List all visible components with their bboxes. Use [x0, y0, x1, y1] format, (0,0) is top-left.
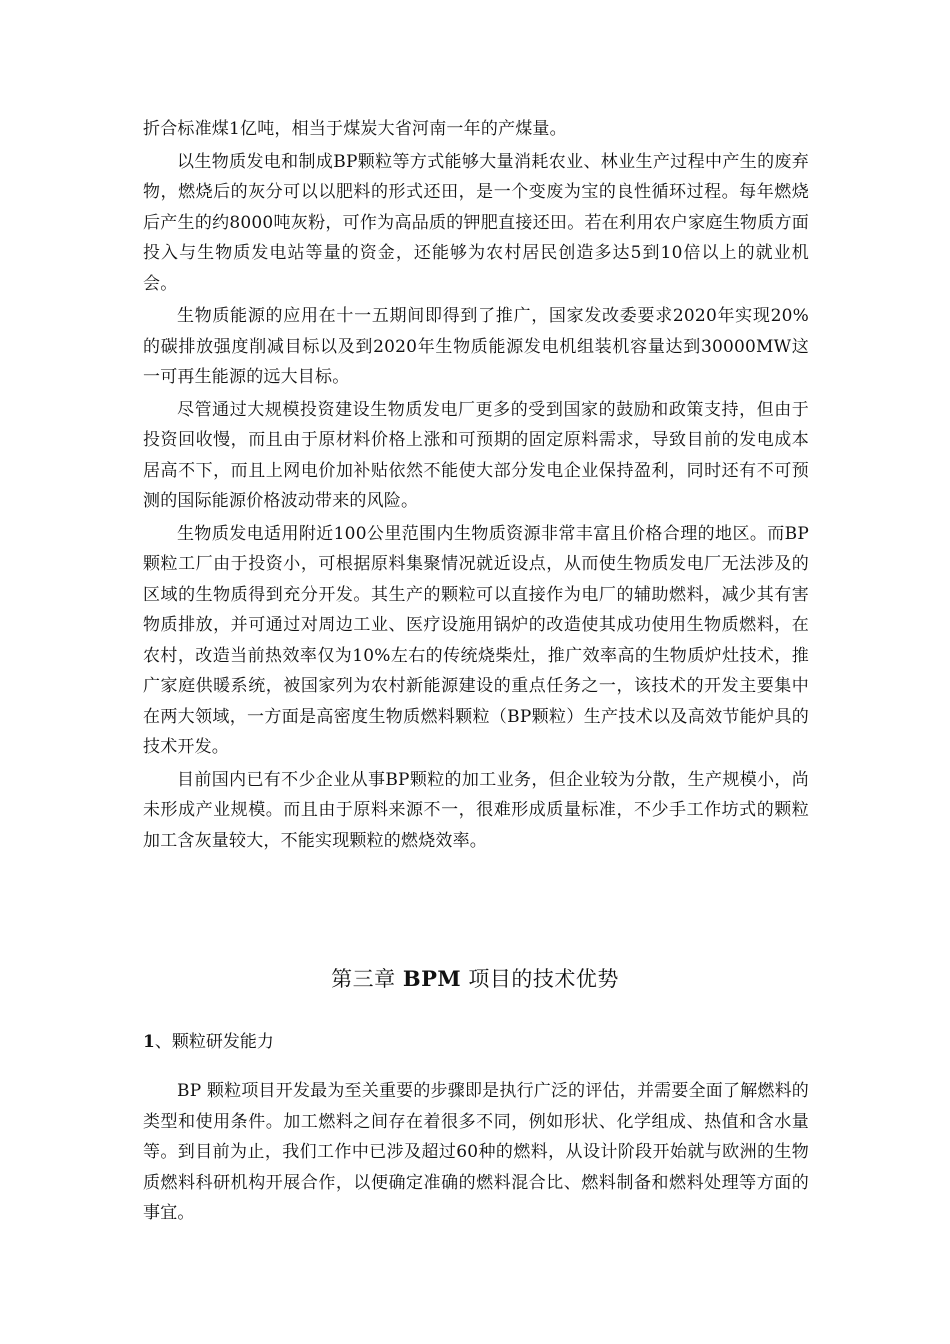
chapter-title [0, 964, 950, 994]
chapter-title-suffix: 项目的技术优势 [461, 967, 619, 991]
chapter-title-bold: BPM [402, 966, 462, 991]
body-text-bottom [143, 1076, 809, 1229]
paragraph-bp-factory: 生物质发电适用附近100公里范围内生物质资源非常丰富且价格合理的地区。而BP颗粒工厂由于投资小，可根据原料集聚情况就近设点，从而使生物质发电厂无法涉及的区域的生物质得到充分开发。其生产的颗粒可以直接作为电厂的辅助燃料，减少其有害物质排放，并可通过对周边工业、医疗设施用锅炉的改造使其成功使用生物质燃料，在农村，改造当前热效率仅为10%左右的传统烧柴灶，推广效率高的生物质炉灶技术，推广家庭供暖系统，被国家列为农村新能源建设的重点任务之一，该技术的开发主要集中在两大领域，一方面是高密度生物质燃料颗粒（BP颗粒）生产技术以及高效节能炉具的技术开发。 [143, 523, 809, 757]
paragraph-investment: 尽管通过大规模投资建设生物质发电厂更多的受到国家的鼓励和政策支持，但由于投资回收慢，而且由于原材料价格上涨和可预期的固定原料需求，导致目前的发电成本居高不下，而且上网电价加补贴依然不能使大部分发电企业保持盈利，同时还有不可预测的国际能源价格波动带来的风险。 [143, 399, 809, 511]
paragraph-continuation: 折合标准煤1亿吨，相当于煤炭大省河南一年的产煤量。 [143, 119, 567, 139]
paragraph-domestic-status: 目前国内已有不少企业从事BP颗粒的加工业务，但企业较为分散，生产规模小，尚未形成产业规模。而且由于原料来源不一，很难形成质量标准，不少手工作坊式的颗粒加工含灰量较大，不能实现颗粒的燃烧效率。 [143, 769, 809, 851]
paragraph-rd-capability: BP 颗粒项目开发最为至关重要的步骤即是执行广泛的评估，并需要全面了解燃料的类型和使用条件。加工燃料之间存在着很多不同，例如形状、化学组成、热值和含水量等。到目前为止，我们工作中已涉及超过60种的燃料，从设计阶段开始就与欧洲的生物质燃料科研机构开展合作，以便确定准确的燃料混合比、燃料制备和燃料处理等方面的事宜。 [143, 1081, 809, 1223]
section-heading [143, 1027, 274, 1057]
paragraph-energy-policy: 生物质能源的应用在十一五期间即得到了推广，国家发改委要求2020年实现20%的碳排放强度削减目标以及到2020年生物质能源发电机组装机容量达到30000MW这一可再生能源的远大目标。 [143, 306, 809, 387]
paragraph-biomass-power: 以生物质发电和制成BP颗粒等方式能够大量消耗农业、林业生产过程中产生的废弃物，燃烧后的灰分可以以肥料的形式还田，是一个变废为宝的良性循环过程。每年燃烧后产生的约8000吨灰粉，可作为高品质的钾肥直接还田。若在利用农户家庭生物质方面投入与生物质发电站等量的资金，还能够为农村居民创造多达5到10倍以上的就业机会。 [143, 151, 809, 294]
section-title: 、颗粒研发能力 [154, 1032, 274, 1052]
section-number: 1 [143, 1032, 155, 1052]
body-text-top [143, 114, 809, 856]
chapter-title-prefix: 第三章 [331, 967, 403, 991]
